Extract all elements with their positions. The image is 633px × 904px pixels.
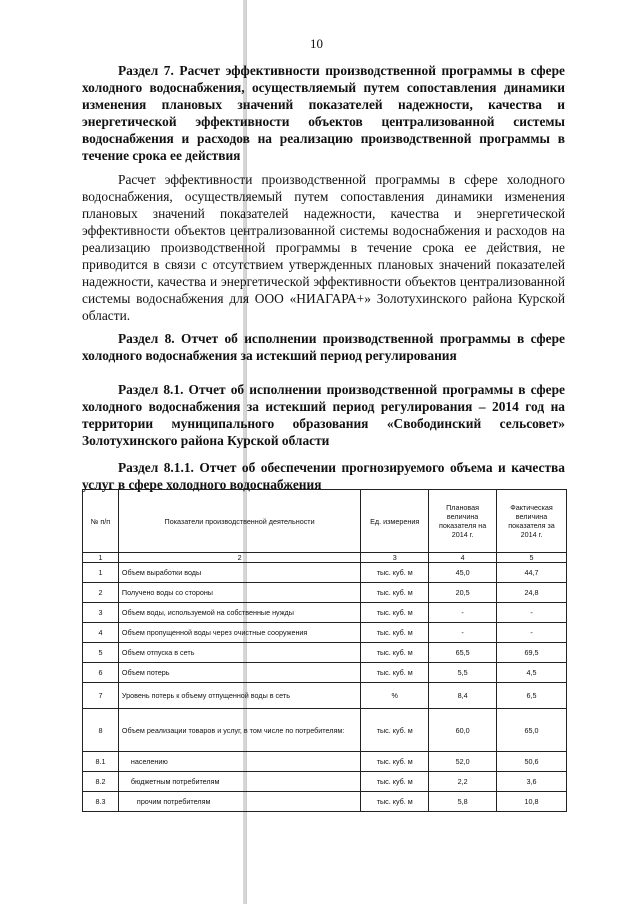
row-indicator: Объем отпуска в сеть — [118, 643, 360, 663]
row-number: 8 — [83, 709, 119, 752]
row-plan: 2,2 — [429, 772, 497, 792]
row-unit: % — [361, 683, 429, 709]
section-7-body — [82, 171, 565, 324]
row-fact: 65,0 — [497, 709, 567, 752]
column-number: 4 — [429, 553, 497, 563]
row-unit: тыс. куб. м — [361, 792, 429, 812]
table-row — [83, 583, 567, 603]
section-8-1-1-heading — [82, 459, 565, 493]
row-fact: 4,5 — [497, 663, 567, 683]
table-row — [83, 643, 567, 663]
row-number: 8.1 — [83, 752, 119, 772]
row-number: 8.2 — [83, 772, 119, 792]
row-number: 4 — [83, 623, 119, 643]
page-number: 10 — [310, 36, 323, 51]
section-7-body-text: Расчет эффективности производственной программы в сфере холодного водоснабжения, осуществляемый путем сопоставления динамики изменения плановых значений показателей надежности, качества и энергетической эффективности объектов централизованной системы водоснабжения и расходов на реализацию производственной программы в течение срока ее действия, не приводится в связи с отсутствием утвержденных плановых значений показателей надежности, качества и энергетической эффективности объектов централизованной системы водоснабжения для ООО «НИАГАРА+» Золотухинского района Курской области. — [82, 172, 565, 323]
row-unit: тыс. куб. м — [361, 772, 429, 792]
table-row — [83, 772, 567, 792]
header-unit: Ед. измерения — [361, 490, 429, 553]
row-plan: 52,0 — [429, 752, 497, 772]
column-number: 1 — [83, 553, 119, 563]
row-fact: 24,8 — [497, 583, 567, 603]
table-row — [83, 623, 567, 643]
row-number: 1 — [83, 563, 119, 583]
row-plan: 5,8 — [429, 792, 497, 812]
row-indicator: населению — [118, 752, 360, 772]
row-number: 6 — [83, 663, 119, 683]
table-row — [83, 563, 567, 583]
row-plan: 20,5 — [429, 583, 497, 603]
column-number: 5 — [497, 553, 567, 563]
row-plan: - — [429, 603, 497, 623]
row-fact: - — [497, 603, 567, 623]
row-indicator: Объем пропущенной воды через очистные сооружения — [118, 623, 360, 643]
table-row — [83, 663, 567, 683]
table-row — [83, 683, 567, 709]
row-number: 5 — [83, 643, 119, 663]
row-indicator: Получено воды со стороны — [118, 583, 360, 603]
row-number: 8.3 — [83, 792, 119, 812]
header-indicator: Показатели производственной деятельности — [118, 490, 360, 553]
row-indicator: Объем потерь — [118, 663, 360, 683]
water-supply-report-table — [82, 489, 567, 812]
row-fact: 6,5 — [497, 683, 567, 709]
row-indicator: Объем реализации товаров и услуг, в том числе по потребителям: — [118, 709, 360, 752]
header-plan: Плановая величина показателя на 2014 г. — [429, 490, 497, 553]
section-7-heading-text: Раздел 7. Расчет эффективности производственной программы в сфере холодного водоснабжения, осуществляемый путем сопоставления динамики изменения плановых значений показателей надежности, качества и энергетической эффективности объектов централизованной системы водоснабжения и расходов на реализацию производственной программы в течение срока ее действия — [82, 63, 565, 163]
row-fact: 50,6 — [497, 752, 567, 772]
header-fact: Фактическая величина показателя за 2014 г. — [497, 490, 567, 553]
row-plan: 60,0 — [429, 709, 497, 752]
row-plan: 65,5 — [429, 643, 497, 663]
row-indicator: Объем воды, используемой на собственные нужды — [118, 603, 360, 623]
row-plan: 45,0 — [429, 563, 497, 583]
section-8-1-heading-text: Раздел 8.1. Отчет об исполнении производственной программы в сфере холодного водоснабжения за истекший период регулирования – 2014 год на территории муниципального образования «Свободинский сельсовет» Золотухинского района Курской области — [82, 382, 565, 448]
row-unit: тыс. куб. м — [361, 709, 429, 752]
row-fact: 69,5 — [497, 643, 567, 663]
row-unit: тыс. куб. м — [361, 583, 429, 603]
row-indicator: Объем выработки воды — [118, 563, 360, 583]
row-unit: тыс. куб. м — [361, 752, 429, 772]
row-unit: тыс. куб. м — [361, 603, 429, 623]
row-number: 7 — [83, 683, 119, 709]
section-8-1-1-heading-text: Раздел 8.1.1. Отчет об обеспечении прогнозируемого объема и качества услуг в сфере холодного водоснабжения — [82, 460, 565, 492]
column-number: 2 — [118, 553, 360, 563]
row-plan: - — [429, 623, 497, 643]
table-header-row — [83, 490, 567, 553]
row-fact: 44,7 — [497, 563, 567, 583]
table-row — [83, 709, 567, 752]
section-7-heading — [82, 62, 565, 164]
section-8-heading — [82, 330, 565, 364]
row-unit: тыс. куб. м — [361, 623, 429, 643]
row-fact: 10,8 — [497, 792, 567, 812]
table-row — [83, 752, 567, 772]
section-8-heading-text: Раздел 8. Отчет об исполнении производственной программы в сфере холодного водоснабжения за истекший период регулирования — [82, 331, 565, 363]
row-indicator: Уровень потерь к объему отпущенной воды в сеть — [118, 683, 360, 709]
table-row — [83, 603, 567, 623]
row-fact: - — [497, 623, 567, 643]
row-fact: 3,6 — [497, 772, 567, 792]
header-number: № п/п — [83, 490, 119, 553]
row-number: 3 — [83, 603, 119, 623]
row-number: 2 — [83, 583, 119, 603]
column-number: 3 — [361, 553, 429, 563]
row-plan: 8,4 — [429, 683, 497, 709]
row-unit: тыс. куб. м — [361, 643, 429, 663]
row-unit: тыс. куб. м — [361, 663, 429, 683]
section-8-1-heading — [82, 381, 565, 449]
row-indicator: прочим потребителям — [118, 792, 360, 812]
column-number-row — [83, 553, 567, 563]
row-unit: тыс. куб. м — [361, 563, 429, 583]
table-row — [83, 792, 567, 812]
row-plan: 5,5 — [429, 663, 497, 683]
row-indicator: бюджетным потребителям — [118, 772, 360, 792]
